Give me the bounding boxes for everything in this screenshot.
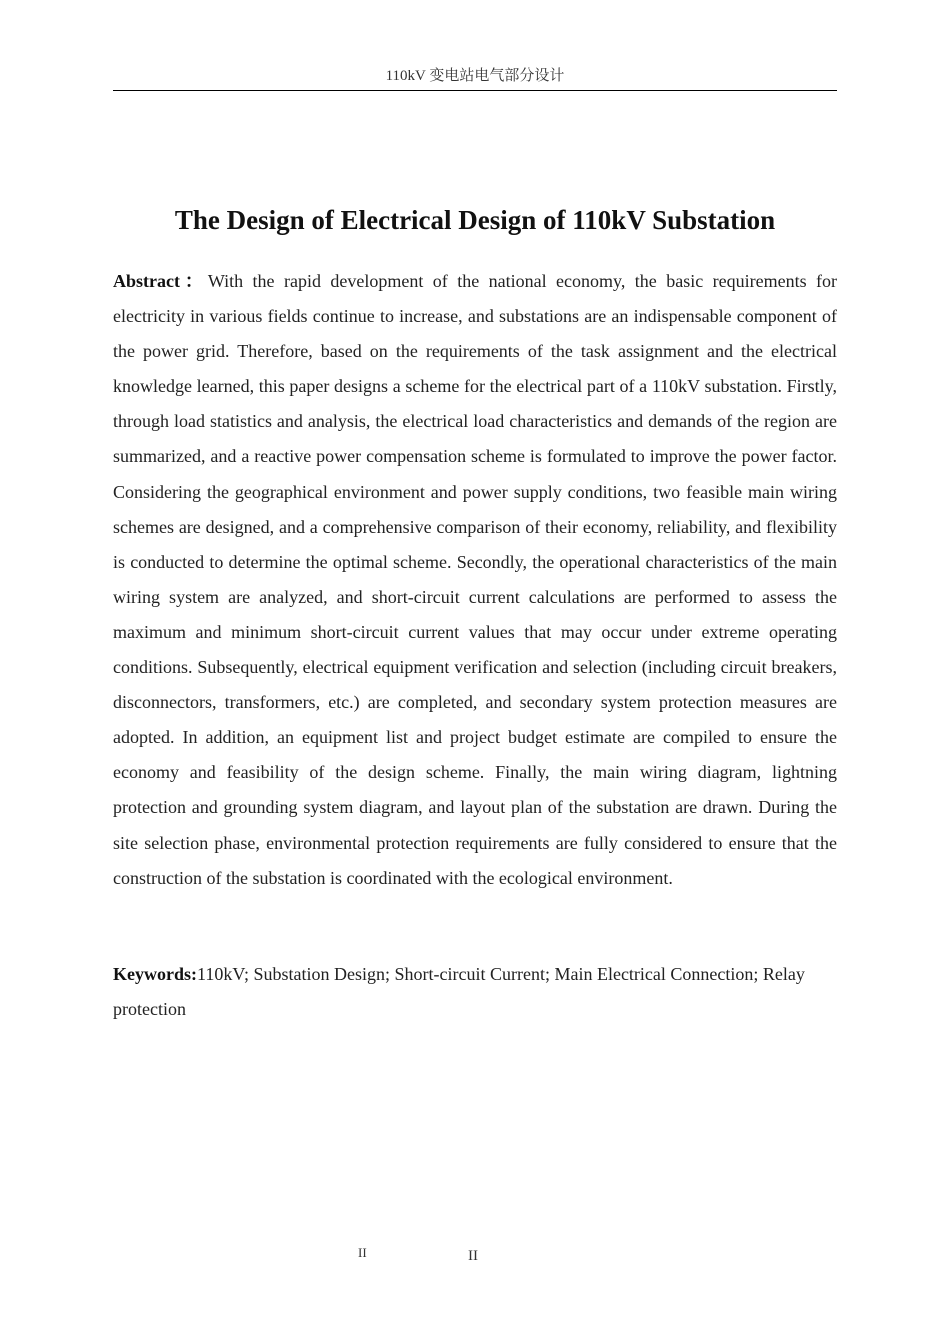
keywords-paragraph (113, 957, 837, 1027)
running-header-text: 110kV 变电站电气部分设计 (385, 68, 565, 84)
page-number-small: II (358, 1245, 367, 1260)
abstract-label: Abstract： (113, 271, 208, 291)
keywords-label: Keywords: (113, 964, 197, 984)
page-number: II (468, 1248, 478, 1264)
paper-title: The Design of Electrical Design of 110kV Substation (174, 205, 776, 235)
keywords-body: 110kV; Substation Design; Short-circuit Current; Main Electrical Connection; Relay protection (113, 964, 805, 1019)
running-header (113, 62, 837, 91)
abstract-paragraph (113, 264, 837, 896)
abstract-body: With the rapid development of the national economy, the basic requirements for electricity in various fields continue to increase, and substations are an indispensable component of the power grid. Therefore, based on the requirements of the task assignment and the electrical knowledge learned, this paper designs a scheme for the electrical part of a 110kV substation. Firstly, through load statistics and analysis, the electrical load characteristics and demands of the region are summarized, and a reactive power compensation scheme is formulated to improve the power factor. Considering the geographical environment and power supply conditions, two feasible main wiring schemes are designed, and a comprehensive comparison of their economy, reliability, and flexibility is conducted to determine the optimal scheme. Secondly, the operational characteristics of the main wiring system are analyzed, and short-circuit current calculations are performed to assess the maximum and minimum short-circuit current values that may occur under extreme operating conditions. Subsequently, electrical equipment verification and selection (including circuit breakers, disconnectors, transformers, etc.) are completed, and secondary system protection measures are adopted. In addition, an equipment list and project budget estimate are compiled to ensure the economy and feasibility of the design scheme. Finally, the main wiring diagram, lightning protection and grounding system diagram, and layout plan of the substation are drawn. During the site selection phase, environmental protection requirements are fully considered to ensure that the construction of the substation is coordinated with the ecological environment. (113, 271, 837, 888)
